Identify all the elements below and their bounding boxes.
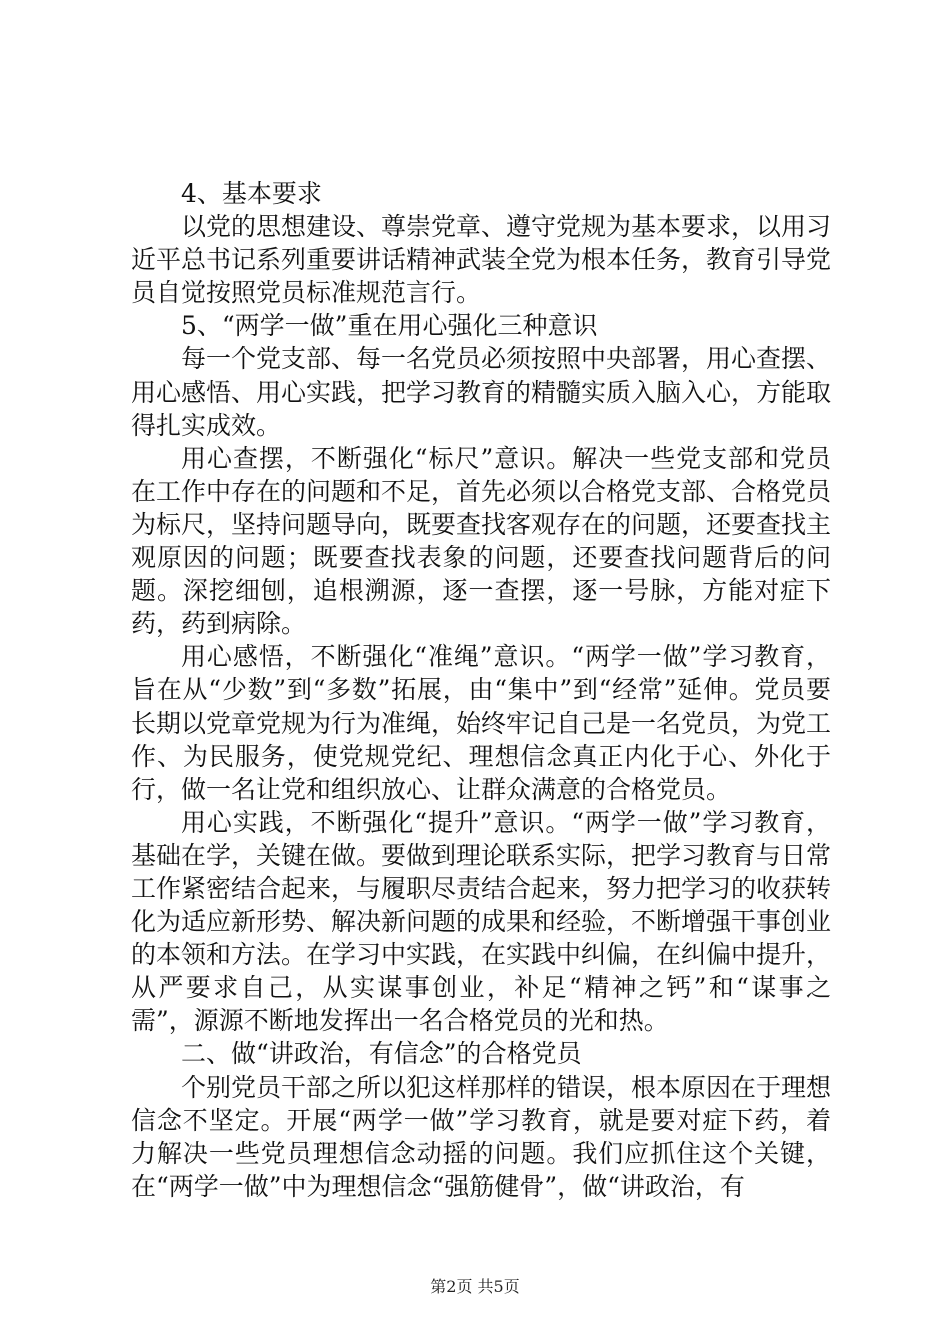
- subheading-basic-requirements: 4、基本要求: [181, 179, 322, 208]
- paragraph: 个别党员干部之所以犯这样那样的错误，根本原因在于理想信念不坚定。开展“两学一做”学习教育，就是要对症下药，着力解决一些党员理想信念动摇的问题。我们应抓住这个关键，在“两学一做”中为理想信念“强筋健骨”，做“讲政治，有: [131, 1072, 832, 1201]
- section-heading: 二、做“讲政治，有信念”的合格党员: [181, 1039, 582, 1069]
- paragraph: 用心感悟，不断强化“准绳”意识。“两学一做”学习教育，旨在从“少数”到“多数”拓展，由“集中”到“经常”延伸。党员要长期以党章党规为行为准绳，始终牢记自己是一名党员，为党工作、为民服务，使党规党纪、理想信念真正内化于心、外化于行，做一名让党和组织放心、让群众满意的合格党员。: [131, 642, 832, 804]
- paragraph: 以党的思想建设、尊崇党章、遵守党规为基本要求，以用习近平总书记系列重要讲话精神武装全党为根本任务，教育引导党员自觉按照党员标准规范言行。: [131, 212, 832, 308]
- paragraph: 每一个党支部、每一名党员必须按照中央部署，用心查摆、用心感悟、用心实践，把学习教育的精髓实质入脑入心，方能取得扎实成效。: [131, 344, 832, 440]
- document-body: [131, 177, 831, 1203]
- subheading-three-awareness: 5、“两学一做”重在用心强化三种意识: [181, 311, 598, 341]
- page-number-footer: 第2页 共5页: [430, 1277, 520, 1296]
- paragraph: 用心实践，不断强化“提升”意识。“两学一做”学习教育，基础在学，关键在做。要做到理论联系实际，把学习教育与日常工作紧密结合起来，与履职尽责结合起来，努力把学习的收获转化为适应新形势、解决新问题的成果和经验，不断增强干事创业的本领和方法。在学习中实践，在实践中纠偏，在纠偏中提升，从严要求自己，从实谋事创业，补足“精神之钙”和“谋事之需”，源源不断地发挥出一名合格党员的光和热。: [131, 807, 832, 1036]
- paragraph: 用心查摆，不断强化“标尺”意识。解决一些党支部和党员在工作中存在的问题和不足，首先必须以合格党支部、合格党员为标尺，坚持问题导向，既要查找客观存在的问题，还要查找主观原因的问题；既要查找表象的问题，还要查找问题背后的问题。深挖细刨，追根溯源，逐一查摆，逐一号脉，方能对症下药，药到病除。: [131, 443, 832, 639]
